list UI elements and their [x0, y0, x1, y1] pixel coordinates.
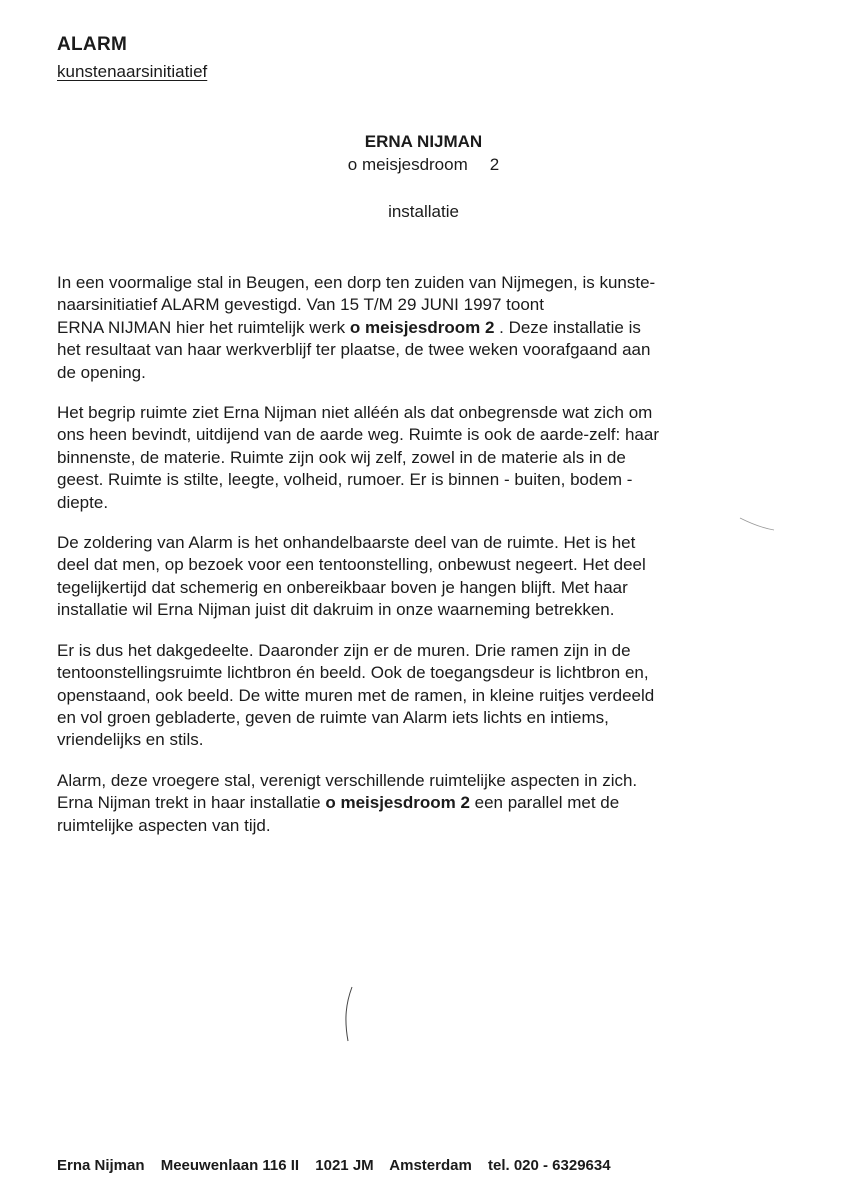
body-paragraph — [57, 770, 797, 837]
paragraph-text: . Deze installatie is het resultaat van haar werkverblijf ter plaatse, de twee weken voorafgaand aan de opening. — [57, 317, 651, 382]
body-paragraph — [57, 532, 797, 622]
paragraph-text: Er is dus het dakgedeelte. Daaronder zijn er de muren. Drie ramen zijn in de tentoonstellingsruimte lichtbron én beeld. Ook de toegangsdeur is lichtbron en, openstaand, ook beeld. De witte muren met de ramen, in kleine ruitjes verdeeld en vol groen gebladerte, geven de ruimte van Alarm iets lichts en intiems, vriendelijks en stils. — [57, 640, 655, 750]
body-paragraph — [57, 640, 797, 752]
paragraph-text: Het begrip ruimte ziet Erna Nijman niet alléén als dat onbegrensde wat zich om ons heen bevindt, uitdijend van de aarde weg. Ruimte is ook de aarde-zelf: haar binnenste, de materie. Ruimte zijn ook wij zelf, zowel in de materie als in de geest. Ruimte is stilte, leegte, volheid, rumoer. Er is binnen - buiten, bodem - diepte. — [57, 403, 659, 512]
body-text — [57, 272, 797, 855]
footer-city: Amsterdam — [389, 1157, 472, 1174]
footer-street: Meeuwenlaan 116 II — [160, 1157, 300, 1174]
work-number: 2 — [489, 155, 500, 174]
org-name: ALARM — [57, 34, 128, 55]
paragraph-text: De zoldering van Alarm is het onhandelbaarste deel van de ruimte. Het is het deel dat men, op bezoek voor een tentoonstelling, onbewust negeert. Het deel tegelijkertijd dat schemerig en onbereikbaar boven je hangen blijft. Met haar installatie wil Erna Nijman juist dit dakruim in onze waarneming betrekken. — [57, 533, 646, 620]
work-title-inline: o meisjesdroom 2 — [325, 793, 470, 813]
footer-postcode: 1021 JM — [315, 1157, 374, 1174]
paragraph-text: een parallel met de ruimtelijke aspecten van tijd. — [57, 793, 620, 835]
artist-name: ERNA NIJMAN — [364, 132, 483, 151]
body-paragraph — [57, 272, 797, 384]
body-paragraph — [57, 402, 797, 514]
paragraph-text: Alarm, deze vroegere stal, verenigt verschillende ruimtelijke aspecten in zich. Erna Nijman trekt in haar installatie — [57, 770, 638, 813]
pen-stroke-mark — [338, 985, 358, 1045]
work-kind: installatie — [388, 202, 459, 221]
footer-phone: tel. 020 - 6329634 — [487, 1157, 611, 1174]
footer-address — [57, 1157, 623, 1174]
org-subtitle: kunstenaarsinitiatief — [57, 62, 208, 81]
scan-streak-mark — [738, 514, 778, 534]
footer-name: Erna Nijman — [57, 1157, 145, 1174]
work-title-inline: o meisjesdroom 2 — [349, 317, 495, 337]
paragraph-text: In een voormalige stal in Beugen, een dorp ten zuiden van Nijmegen, is kunste- naarsinitiatief ALARM gevestigd. Van 15 T/M 29 JUNI 1997 toont ERNA NIJMAN hier het ruimtelijk werk — [57, 273, 656, 337]
work-title — [0, 155, 847, 175]
work-title-text: o meisjesdroom — [347, 155, 468, 174]
